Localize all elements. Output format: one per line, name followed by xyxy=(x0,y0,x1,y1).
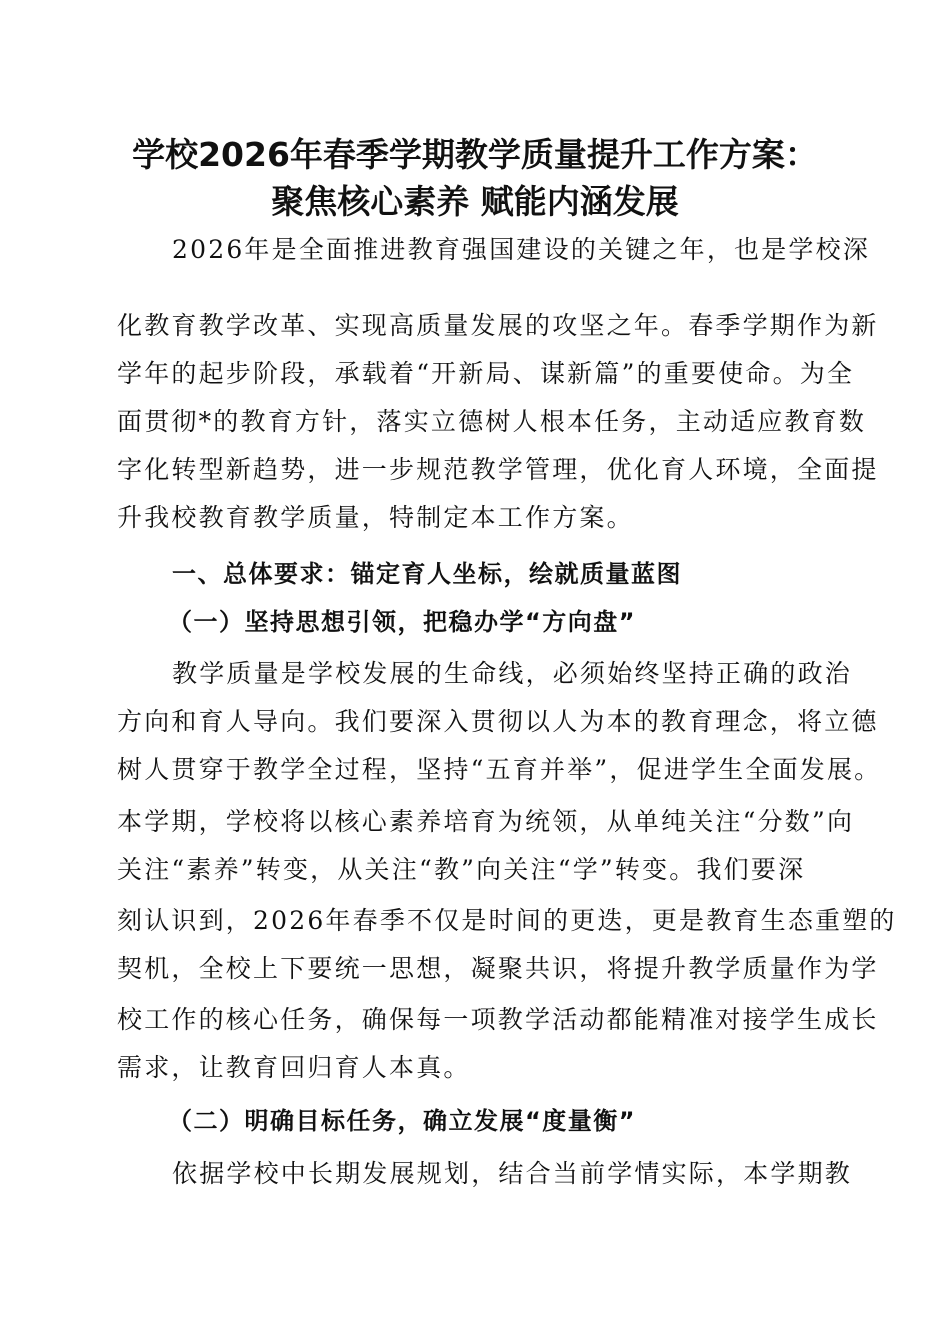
document-title-line-1: 学校2026年春季学期教学质量提升工作方案： xyxy=(132,135,818,174)
subsection-1-paragraph-line: 关注“素养”转变，从关注“教”向关注“学”转变。我们要深 xyxy=(117,855,806,884)
intro-paragraph-line: 升我校教育教学质量，特制定本工作方案。 xyxy=(117,503,634,532)
intro-paragraph-line: 2026年是全面推进教育强国建设的关键之年，也是学校深 xyxy=(172,235,871,264)
subsection-1-paragraph-line: 校工作的核心任务，确保每一项教学活动都能精准对接学生成长 xyxy=(117,1005,879,1034)
subsection-1-paragraph-line: 契机，全校上下要统一思想，凝聚共识，将提升教学质量作为学 xyxy=(117,954,879,983)
subsection-1-paragraph-line: 方向和育人导向。我们要深入贯彻以人为本的教育理念，将立德 xyxy=(117,707,879,736)
subsection-1-paragraph-line: 本学期，学校将以核心素养培育为统领，从单纯关注“分数”向 xyxy=(117,807,855,836)
subsection-heading-2: （二）明确目标任务，确立发展“度量衡” xyxy=(168,1107,637,1135)
document-title-line-2: 聚焦核心素养 赋能内涵发展 xyxy=(271,182,679,221)
intro-paragraph-line: 学年的起步阶段，承载着“开新局、谋新篇”的重要使命。为全 xyxy=(117,359,855,388)
subsection-1-paragraph-line: 教学质量是学校发展的生命线，必须始终坚持正确的政治 xyxy=(172,659,853,688)
subsection-1-paragraph-line: 需求，让教育回归育人本真。 xyxy=(117,1053,471,1082)
intro-paragraph-line: 化教育教学改革、实现高质量发展的攻坚之年。春季学期作为新 xyxy=(117,311,879,340)
intro-paragraph-line: 面贯彻*的教育方针，落实立德树人根本任务，主动适应教育数 xyxy=(117,407,867,436)
subsection-heading-1: （一）坚持思想引领，把稳办学“方向盘” xyxy=(168,608,637,636)
subsection-2-paragraph-line: 依据学校中长期发展规划，结合当前学情实际，本学期教 xyxy=(172,1159,853,1188)
intro-paragraph-line: 字化转型新趋势，进一步规范教学管理，优化育人环境，全面提 xyxy=(117,455,879,484)
subsection-1-paragraph-line: 树人贯穿于教学全过程，坚持“五育并举”，促进学生全面发展。 xyxy=(117,755,882,784)
subsection-1-paragraph-line: 刻认识到，2026年春季不仅是时间的更迭，更是教育生态重塑的 xyxy=(117,906,897,935)
section-heading-1: 一、总体要求：锚定育人坐标，绘就质量蓝图 xyxy=(172,560,682,588)
